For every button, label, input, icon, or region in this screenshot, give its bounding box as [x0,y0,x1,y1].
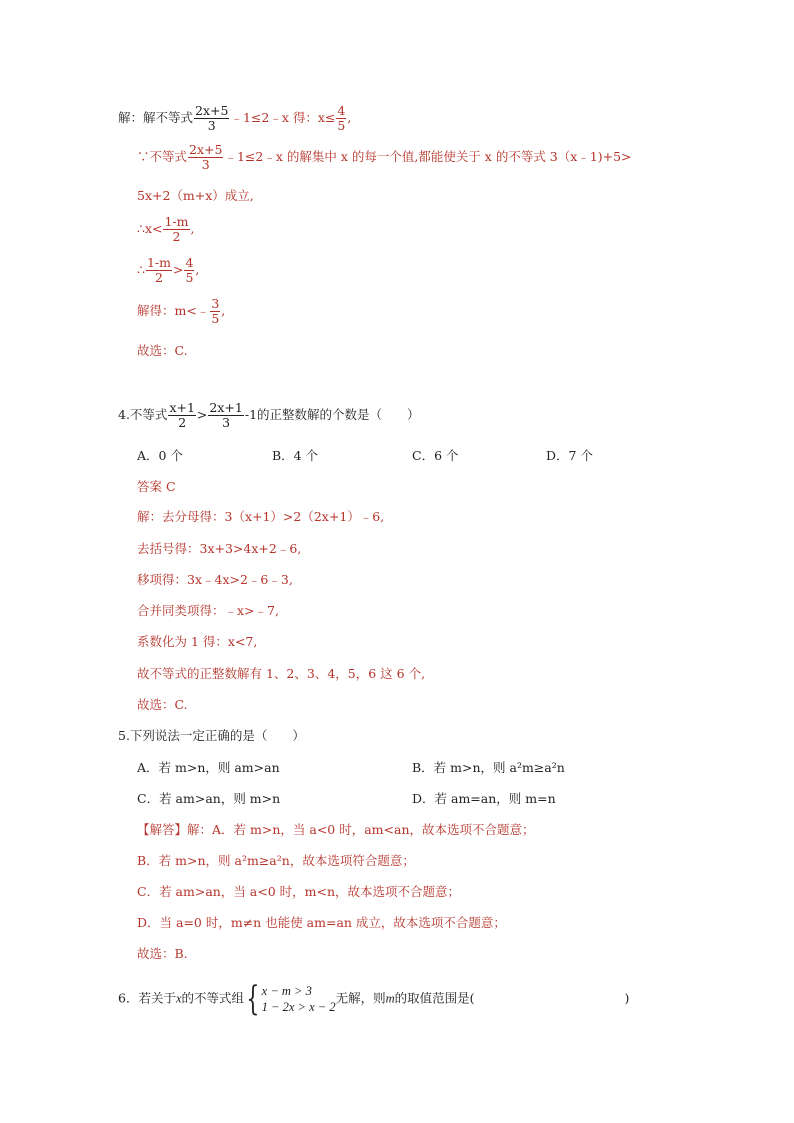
text: ∴ [137,262,145,277]
q4-option-c: C．6 个 [412,448,459,463]
text: 解：A．若 m>n，当 a<0 时，am<an，故本选项不合题意； [187,822,535,837]
text: 解得：m<﹣ [137,303,210,318]
analysis-tag: 【解答】 [137,822,188,837]
q4-step-3: 移项得：3x﹣4x>2﹣6﹣3, [137,572,293,587]
q5-analysis-5: 故选：B. [137,946,188,961]
solution-line-2 [137,143,632,172]
q5-option-a: A．若 m>n，则 am>an [137,760,280,775]
q4-step-2: 去括号得：3x+3>4x+2﹣6, [137,541,302,556]
solution-prefix: 解：解不等式 [118,110,194,125]
text: ∵不等式 [137,149,188,164]
q5-analysis-2: B．若 m>n，则 a²m≥a²n，故本选项符合题意； [137,853,415,868]
text: ﹣1≤2﹣x 的解集中 x 的每一个值,都能使关于 x 的不等式 3（x﹣1)+5> [224,149,632,164]
text: 6．若关于 [118,990,176,1006]
inequality-1: x − m > 3 [261,984,312,998]
text: > [196,407,208,422]
text: 的取值范围是( ) [394,990,630,1006]
fraction: $\frac{3}{5}$ [211,296,220,326]
solution-line-4 [137,215,195,244]
solution-line-5 [137,256,199,285]
q5-analysis-3: C．若 am>an，当 a<0 时，m<n，故本选项不合题意； [137,884,461,899]
fraction: $\frac{1-m}{2}$ [146,255,171,285]
variable: m [385,991,395,1006]
q4-option-a: A．0 个 [137,448,183,463]
question-6-stem [118,979,630,1019]
q5-option-b: B．若 m>n，则 a²m≥a²n [412,760,565,775]
fraction: $\frac{2x+5}{3}$ [195,103,229,133]
fraction: $\frac{1-m}{2}$ [164,214,189,244]
q4-step-1: 解：去分母得：3（x+1）>2（2x+1）﹣6, [137,509,385,524]
inequality-system [262,983,336,1015]
q5-analysis-1 [137,821,535,839]
text: , [221,303,226,318]
q4-option-d: D．7 个 [546,448,593,463]
variable: x [175,991,182,1006]
q4-option-b: B．4 个 [272,448,319,463]
inequality-2: 1 − 2x > x − 2 [261,1000,336,1014]
fraction: $\frac{4}{5}$ [185,255,194,285]
text: , [195,262,200,277]
q4-step-6: 故不等式的正整数解有 1、2、3、4，5，6 这 6 个, [137,666,426,681]
question-5-stem: 5.下列说法一定正确的是（ ） [118,728,305,743]
q4-step-4: 合并同类项得：﹣x>﹣7, [137,603,279,618]
question-4-stem [118,401,420,430]
solution-line-1 [118,104,351,133]
text: ﹣1≤2﹣x 得：x≤ [230,110,336,125]
text: -1的正整数解的个数是（ ） [244,407,420,422]
solution-line-7: 故选：C. [137,343,188,358]
q5-option-c: C．若 am>an，则 m>n [137,791,281,806]
text: , [190,221,195,236]
q4-step-5: 系数化为 1 得：x<7, [137,634,258,649]
fraction: $\frac{4}{5}$ [337,103,346,133]
q4-step-7: 故选：C. [137,697,188,712]
q4-answer: 答案 C [137,479,176,494]
solution-line-3: 5x+2（m+x）成立, [137,188,254,203]
text: , [347,110,352,125]
fraction: $\frac{x+1}{2}$ [169,400,195,430]
q5-option-d: D．若 am=an，则 m=n [412,791,556,806]
brace: { [246,979,260,1019]
text: 无解，则 [335,990,386,1006]
text: 的不等式组 [181,990,245,1006]
text: 4.不等式 [118,407,168,422]
solution-line-6 [137,297,225,326]
text: ∴x< [137,221,163,236]
text: > [172,262,184,277]
q5-analysis-4: D．当 a=0 时，m≠n 也能使 am=an 成立，故本选项不合题意； [137,915,506,930]
fraction: $\frac{2x+1}{3}$ [209,400,243,430]
fraction: $\frac{2x+5}{3}$ [189,142,223,172]
